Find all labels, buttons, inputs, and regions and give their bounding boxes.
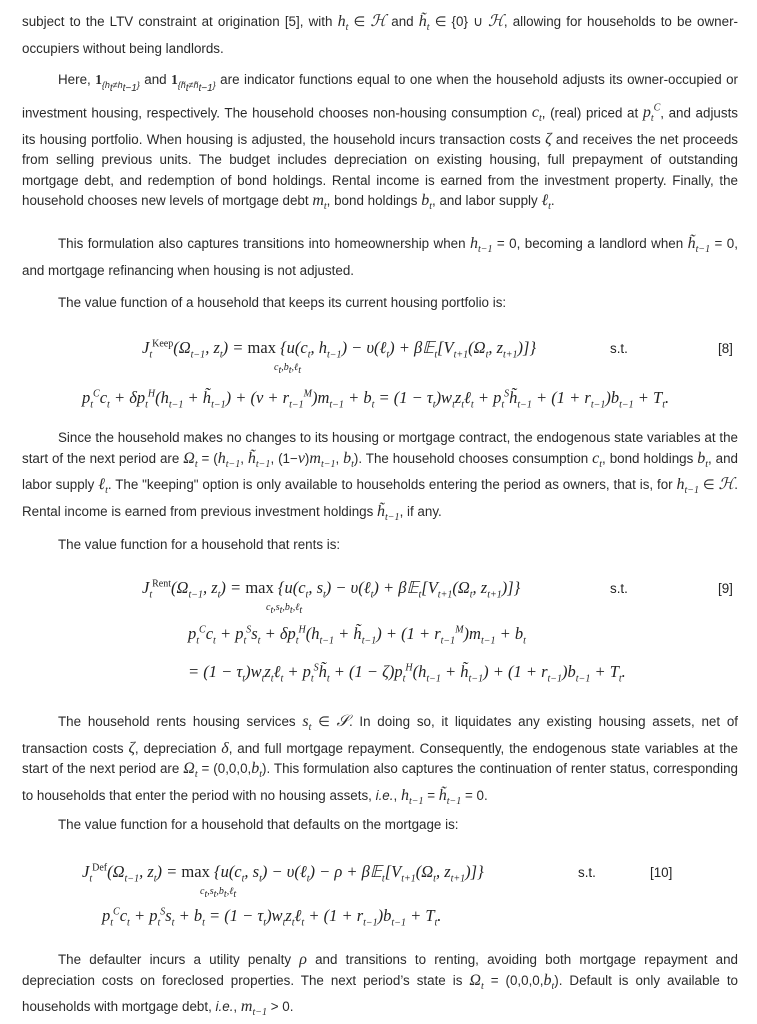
- paragraph-transitions: This formulation also captures transitions into homeownership when $h_{t-1} = 0$, becoming a landlord when $h̃_{t-1} = 0$, and mortgage refinancing when housing is not adjusted.: [22, 235, 738, 278]
- equation-number: [9]: [718, 581, 733, 596]
- equation-default: $J_t^{Def}(\Omega_{t-1}$, $z_t) = \max \{u(c_t$, $s_t$) − υ(ℓ$_t$) − $\rho + \beta 𝔼_t[V_{t+1}(\Omega_t$, $z_{t+1}$)]} $c_t,s_t,b_t,\ell_t$ s.t. [10] $p_t^Cc_t + p_t^Ss_t + b_t = (1$ − $\tau_t)w_tz_t\ell_t + (1 + r_{t-1})b_{t-1} + T_t$.: [82, 862, 673, 929]
- equation-number: [8]: [718, 341, 733, 356]
- paragraph-keep-explain: Since the household makes no changes to its housing or mortgage contract, the endogenous state variables at the start of the next period are $\Omega_t = (h_{t-1}$, $h̃_{t-1}$, $(1-\nu)m_{t-1}$, $b_t$). The household chooses consumption $c_t$, bond holdings $b_t$, and labor supply ℓ$_t$. The "keeping" option is only available to households entering the period as owners, that is, for $h_{t-1}$ ∈ ℋ. Rental income is earned from previous investment holdings $h̃_{t-1}$, if any.: [22, 430, 739, 524]
- st-label: s.t.: [578, 865, 596, 880]
- paragraph-rent-explain: The household rents housing services $s_t$ ∈ 𝒮. In doing so, it liquidates any existing housing assets, net of transaction costs ζ, depreciation δ, and full mortgage repayment. Consequently, the endogenous state variables at the start of the next period are $\Omega_t = (0,0,0,b_t)$. This formulation also captures the continuation of renter status, corresponding to households that enter the period with no housing assets, i.e., $h_{t-1}$ = $h̃_{t-1} = 0$.: [22, 713, 738, 808]
- paragraph-keep-intro: The value function of a household that keeps its current housing portfolio is:: [58, 295, 507, 310]
- paragraph-default-explain: The defaulter incurs a utility penalty ρ and transitions to renting, avoiding both mortgage repayment and depreciation costs on foreclosed properties. The next period’s state is $\Omega_t = (0,0,0,b_t)$. Default is only available to households with mortgage debt, i.e., $m_{t-1} > 0$.: [22, 951, 738, 1019]
- equation-keep: $J_t^{Keep}(\Omega_{t-1}$, $z_t) = \max \{u(c_t$, $h_{t-1}$) − υ(ℓ$_t$) + $\beta 𝔼_t[V_{t+1}(\Omega_t$, $z_{t+1}$)]} $c_t,b_t,\ell_t$ s.t. [8] $p_t^Cc_t + \delta p_t^H(h_{t-1}$ + $h̃_{t-1}) + (\nu + r_{t-1}^M)m_{t-1} + b_t = (1$ − $\tau_t)w_tz_t\ell_t$ + $p_t^Sh̃_{t-1} + (1 + r_{t-1})b_{t-1} + T_t$.: [82, 338, 733, 411]
- st-label: s.t.: [610, 581, 628, 596]
- paragraph-default-intro: The value function for a household that defaults on the mortgage is:: [58, 817, 459, 832]
- paragraph-rent-intro: The value function for a household that rents is:: [58, 537, 341, 552]
- equation-number: [10]: [650, 865, 673, 880]
- paragraph-ltv: subject to the LTV constraint at origination [5], with $h_t$ ∈ ℋ and $h̃_t$ ∈ {0} ∪ ℋ, allowing for households to be owner-occupiers without being landlords.: [22, 13, 738, 56]
- paragraph-indicator: Here, $1_{\{h_t\ne h_{t-1}\}}$ and $1_{\{h̃_t\ne h̃_{t-1}\}}$ are indicator functions equal to one when the household adjusts its owner-occupied or investment housing, respectively. The household chooses non-housing consumption $c_t$, (real) priced at $p_t^C$, and adjusts its housing portfolio. When housing is adjusted, the household incurs transaction costs ζ and receives the net proceeds from selling previous units. The budget includes depreciation on existing housing, full prepayment of outstanding mortgage debt, and redemption of bond holdings. Rental income is earned from the investment property. Finally, the household chooses new levels of mortgage debt $m_t$, bond holdings $b_t$, and labor supply ℓ$_t$.: [22, 72, 738, 213]
- st-label: s.t.: [610, 341, 628, 356]
- equation-rent: $J_t^{Rent}(\Omega_{t-1}$, $z_t) = \max \{u(c_t$, $s_t$) − υ(ℓ$_t$) + $\beta 𝔼_t[V_{t+1}(\Omega_t$, $z_{t+1}$)]} $c_t,s_t,b_t,\ell_t$ s.t. [9] $p_t^Cc_t + p_t^Ss_t + \delta p_t^H(h_{t-1}$ + $h̃_{t-1}) + (1 + r_{t-1}^M)m_{t-1} + b_t$ = $(1 - \tau_t)w_tz_t\ell_t$ + $p_t^Sh̃_t + (1 - \zeta)p_t^H(h_{t-1}$ + $h̃_{t-1}) + (1 + r_{t-1})b_{t-1} + T_t$.: [142, 578, 733, 685]
